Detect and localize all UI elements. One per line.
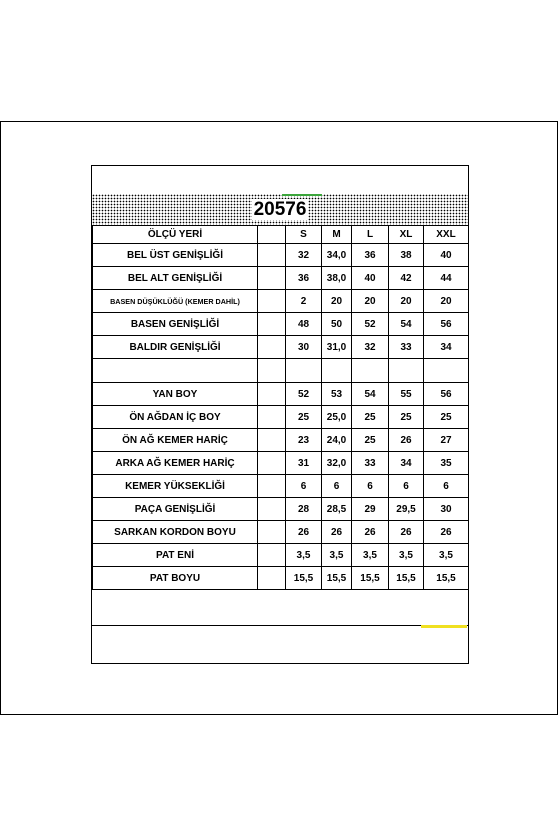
table-row [93,475,469,498]
column-header: S [286,226,322,244]
empty-cell [258,567,286,590]
size-value-cell: 27 [424,429,469,452]
size-value-cell: 34,0 [322,244,352,267]
size-value-cell: 40 [424,244,469,267]
table-row [93,521,469,544]
table-row [93,498,469,521]
size-value-cell: 29 [352,498,389,521]
size-value-cell: 26 [286,521,322,544]
size-value-cell: 32 [352,336,389,359]
size-value-cell: 35 [424,452,469,475]
table-row [93,267,469,290]
table-row [93,429,469,452]
size-value-cell: 38,0 [322,267,352,290]
empty-cell [258,290,286,313]
size-value-cell: 15,5 [286,567,322,590]
table-body [93,244,469,590]
size-value-cell: 20 [424,290,469,313]
size-value-cell [352,359,389,383]
size-value-cell: 3,5 [322,544,352,567]
empty-cell [258,383,286,406]
measurement-label: ARKA AĞ KEMER HARİÇ [93,452,258,475]
table-row [93,244,469,267]
size-value-cell: 26 [352,521,389,544]
size-value-cell: 28,5 [322,498,352,521]
top-empty-row [92,166,468,195]
size-value-cell: 6 [286,475,322,498]
measurement-label: YAN BOY [93,383,258,406]
measurement-label: PAT ENİ [93,544,258,567]
size-value-cell: 15,5 [322,567,352,590]
size-value-cell: 25 [286,406,322,429]
table-row [93,406,469,429]
table-row [93,313,469,336]
size-value-cell: 26 [389,429,424,452]
size-table [92,225,469,590]
size-value-cell: 38 [389,244,424,267]
empty-cell [258,406,286,429]
size-value-cell: 36 [286,267,322,290]
size-value-cell: 25,0 [322,406,352,429]
measurement-label: BEL ÜST GENİŞLİĞİ [93,244,258,267]
measurement-label: BEL ALT GENİŞLİĞİ [93,267,258,290]
size-value-cell: 15,5 [352,567,389,590]
size-value-cell: 25 [389,406,424,429]
size-value-cell: 15,5 [424,567,469,590]
empty-cell [258,544,286,567]
measurement-label: PAÇA GENİŞLİĞİ [93,498,258,521]
size-value-cell: 6 [424,475,469,498]
size-value-cell: 33 [352,452,389,475]
column-header: ÖLÇÜ YERİ [93,226,258,244]
size-value-cell: 24,0 [322,429,352,452]
column-header: XXL [424,226,469,244]
size-value-cell: 23 [286,429,322,452]
title-band [92,194,468,226]
empty-cell [258,452,286,475]
measurement-label: SARKAN KORDON BOYU [93,521,258,544]
size-value-cell: 2 [286,290,322,313]
size-value-cell: 3,5 [389,544,424,567]
size-value-cell [286,359,322,383]
size-value-cell: 30 [286,336,322,359]
size-value-cell: 53 [322,383,352,406]
column-header [258,226,286,244]
empty-cell [258,521,286,544]
size-value-cell: 20 [389,290,424,313]
size-value-cell [389,359,424,383]
size-value-cell: 42 [389,267,424,290]
yellow-cell-mark [421,625,467,628]
table-row [93,567,469,590]
table-header-row [93,226,469,244]
size-value-cell: 15,5 [389,567,424,590]
size-value-cell: 6 [322,475,352,498]
table-bottom-border [92,625,468,626]
size-value-cell: 48 [286,313,322,336]
size-value-cell: 54 [352,383,389,406]
size-value-cell: 50 [322,313,352,336]
empty-cell [258,498,286,521]
size-value-cell: 26 [389,521,424,544]
size-value-cell [322,359,352,383]
size-value-cell: 44 [424,267,469,290]
empty-cell [258,429,286,452]
size-value-cell: 56 [424,383,469,406]
size-chart-sheet [91,165,469,664]
size-value-cell: 32,0 [322,452,352,475]
size-value-cell: 20 [352,290,389,313]
size-value-cell: 52 [286,383,322,406]
size-value-cell: 20 [322,290,352,313]
size-value-cell: 29,5 [389,498,424,521]
measurement-label: ÖN AĞ KEMER HARİÇ [93,429,258,452]
empty-cell [258,244,286,267]
measurement-label: BASEN DÜŞÜKLÜĞÜ (KEMER DAHİL) [93,290,258,313]
size-value-cell: 52 [352,313,389,336]
table-row [93,383,469,406]
size-value-cell: 30 [424,498,469,521]
column-header: L [352,226,389,244]
size-value-cell: 31 [286,452,322,475]
size-value-cell: 25 [352,406,389,429]
measurement-label: BALDIR GENİŞLİĞİ [93,336,258,359]
empty-cell [258,313,286,336]
size-value-cell: 28 [286,498,322,521]
size-value-cell: 34 [424,336,469,359]
empty-cell [258,267,286,290]
size-value-cell [424,359,469,383]
size-value-cell: 40 [352,267,389,290]
table-row [93,452,469,475]
measurement-label: BASEN GENİŞLİĞİ [93,313,258,336]
measurement-label: KEMER YÜKSEKLİĞİ [93,475,258,498]
size-value-cell: 55 [389,383,424,406]
size-value-cell: 34 [389,452,424,475]
table-row [93,544,469,567]
size-value-cell: 6 [352,475,389,498]
size-value-cell: 56 [424,313,469,336]
size-value-cell: 54 [389,313,424,336]
empty-cell [258,336,286,359]
model-number: 20576 [253,199,307,220]
size-value-cell: 31,0 [322,336,352,359]
size-value-cell: 3,5 [352,544,389,567]
measurement-label: ÖN AĞDAN İÇ BOY [93,406,258,429]
size-value-cell: 6 [389,475,424,498]
model-number-title [92,194,468,225]
table-row [93,290,469,313]
column-header: M [322,226,352,244]
size-value-cell: 3,5 [424,544,469,567]
blank-row [93,359,469,383]
size-value-cell: 36 [352,244,389,267]
measurement-label: PAT BOYU [93,567,258,590]
size-value-cell: 25 [424,406,469,429]
size-value-cell: 32 [286,244,322,267]
empty-cell [258,475,286,498]
size-value-cell: 26 [424,521,469,544]
empty-cell [258,359,286,383]
size-value-cell: 26 [322,521,352,544]
column-header: XL [389,226,424,244]
size-value-cell: 25 [352,429,389,452]
measurement-label [93,359,258,383]
table-row [93,336,469,359]
size-value-cell: 3,5 [286,544,322,567]
size-value-cell: 33 [389,336,424,359]
